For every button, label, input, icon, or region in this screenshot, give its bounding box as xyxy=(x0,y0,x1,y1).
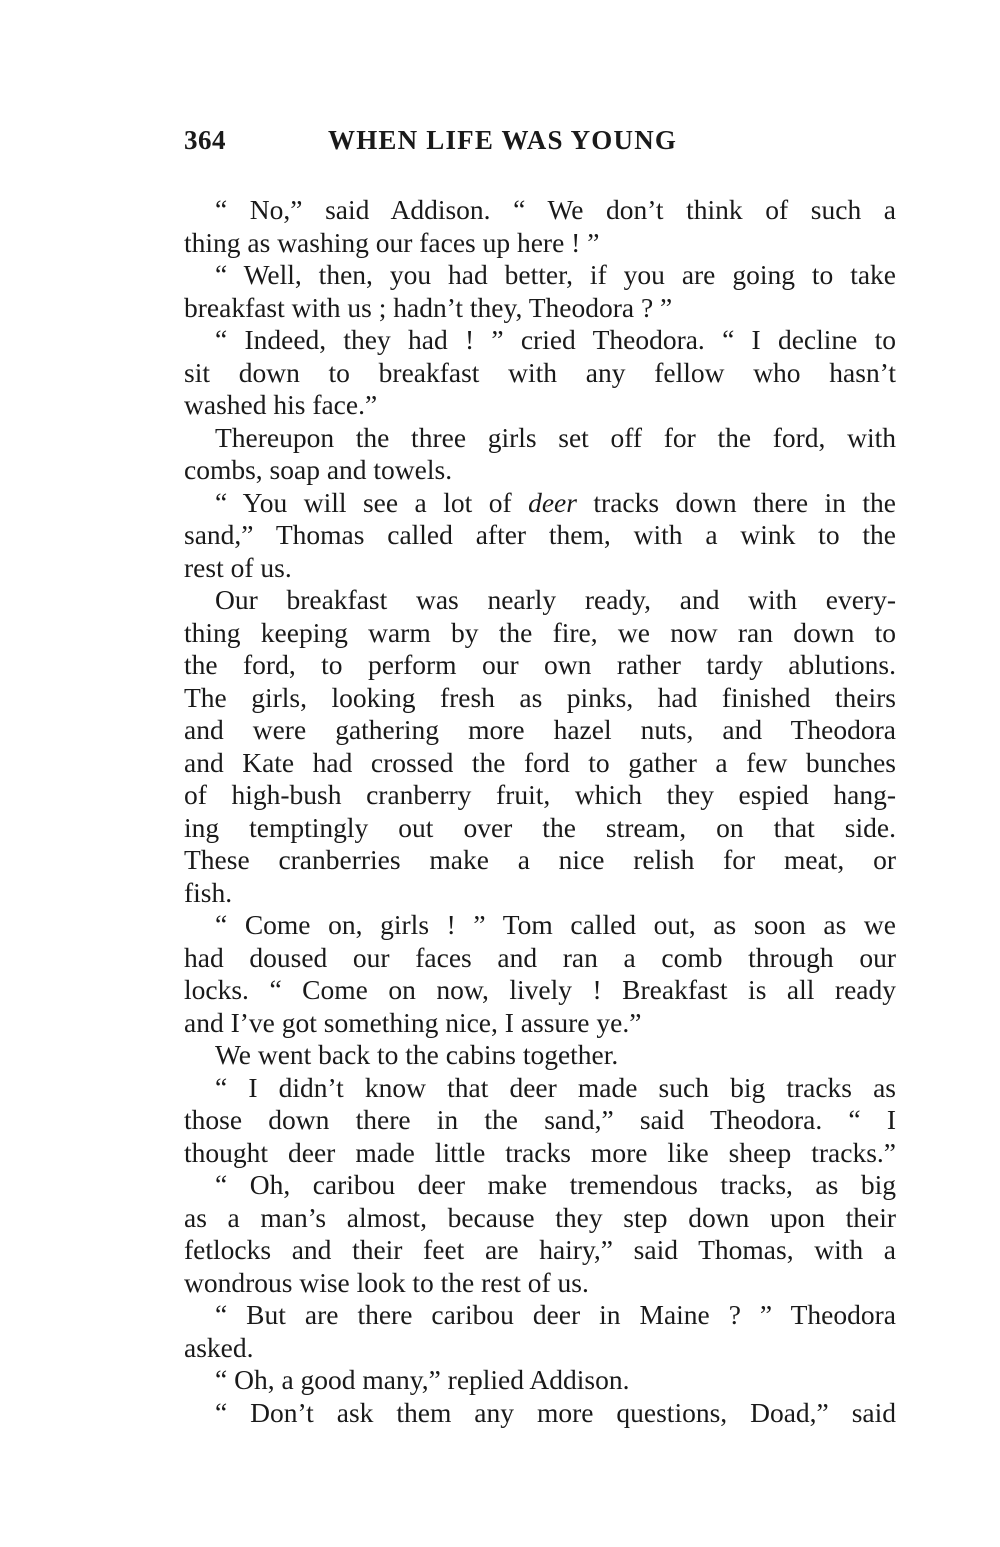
page-header xyxy=(184,125,896,161)
text-line: the ford, to perform our own rather tardy ablutions. xyxy=(184,649,896,680)
text-line: fish. xyxy=(184,876,233,908)
text-line: “ Oh, a good many,” replied Addison. xyxy=(215,1364,630,1395)
italic-word: deer xyxy=(528,486,577,518)
text-line: asked. xyxy=(184,1331,254,1363)
text-line: as a man’s almost, because they step down upon their xyxy=(184,1201,896,1233)
page-number: 364 xyxy=(184,125,226,155)
text-line: “ No,” said Addison. “ We don’t think of such a xyxy=(215,194,896,225)
text-line: “ Indeed, they had ! ” cried Theodora. “ I decline to xyxy=(215,324,896,355)
text-line: “ But are there caribou deer in Maine ? ” Theodora xyxy=(215,1299,896,1330)
text-line: thing keeping warm by the fire, we now ran down to xyxy=(184,616,896,648)
text-line: “ Don’t ask them any more questions, Doad,” said xyxy=(215,1396,896,1428)
text-line: fetlocks and their feet are hairy,” said Thomas, with a xyxy=(184,1234,896,1265)
text-line: We went back to the cabins together. xyxy=(215,1039,619,1070)
text-line: and Kate had crossed the ford to gather a few bunches xyxy=(184,746,896,778)
text-line: Thereupon the three girls set off for the ford, with xyxy=(215,421,896,453)
text-line: “ You will see a lot of deer tracks down there in the xyxy=(215,486,896,518)
text-line: Our breakfast was nearly ready, and with every- xyxy=(215,584,896,615)
text-line: washed his face.” xyxy=(184,389,378,420)
text-line: those down there in the sand,” said Theodora. “ I xyxy=(184,1104,896,1135)
text-line: “ Come on, girls ! ” Tom called out, as soon as we xyxy=(215,909,896,940)
text-line: These cranberries make a nice relish for meat, or xyxy=(184,844,896,875)
text-line: thing as washing our faces up here ! ” xyxy=(184,226,600,258)
text-line: had doused our faces and ran a comb through our xyxy=(184,941,896,973)
text-line: combs, soap and towels. xyxy=(184,454,453,485)
text-line: rest of us. xyxy=(184,551,292,583)
text-line: locks. “ Come on now, lively ! Breakfast is all ready xyxy=(184,974,896,1005)
text-line: wondrous wise look to the rest of us. xyxy=(184,1266,589,1298)
text-line: “ I didn’t know that deer made such big tracks as xyxy=(215,1071,896,1103)
text-line: ing temptingly out over the stream, on that side. xyxy=(184,811,896,843)
text-line: and I’ve got something nice, I assure ye.” xyxy=(184,1006,642,1038)
text-line: of high-bush cranberry fruit, which they espied hang- xyxy=(184,779,896,810)
text-line: The girls, looking fresh as pinks, had finished theirs xyxy=(184,681,896,713)
text-line: sit down to breakfast with any fellow who hasn’t xyxy=(184,356,896,388)
running-title: WHEN LIFE WAS YOUNG xyxy=(328,125,678,155)
text-line: and were gathering more hazel nuts, and Theodora xyxy=(184,714,896,745)
text-line: sand,” Thomas called after them, with a wink to the xyxy=(184,519,896,550)
text-line: thought deer made little tracks more like sheep tracks.” xyxy=(184,1136,896,1168)
body-text xyxy=(184,194,896,1429)
text-line: “ Well, then, you had better, if you are going to take xyxy=(215,259,896,290)
text-line: “ Oh, caribou deer make tremendous tracks, as big xyxy=(215,1169,896,1200)
text-line: breakfast with us ; hadn’t they, Theodora ? ” xyxy=(184,291,673,323)
